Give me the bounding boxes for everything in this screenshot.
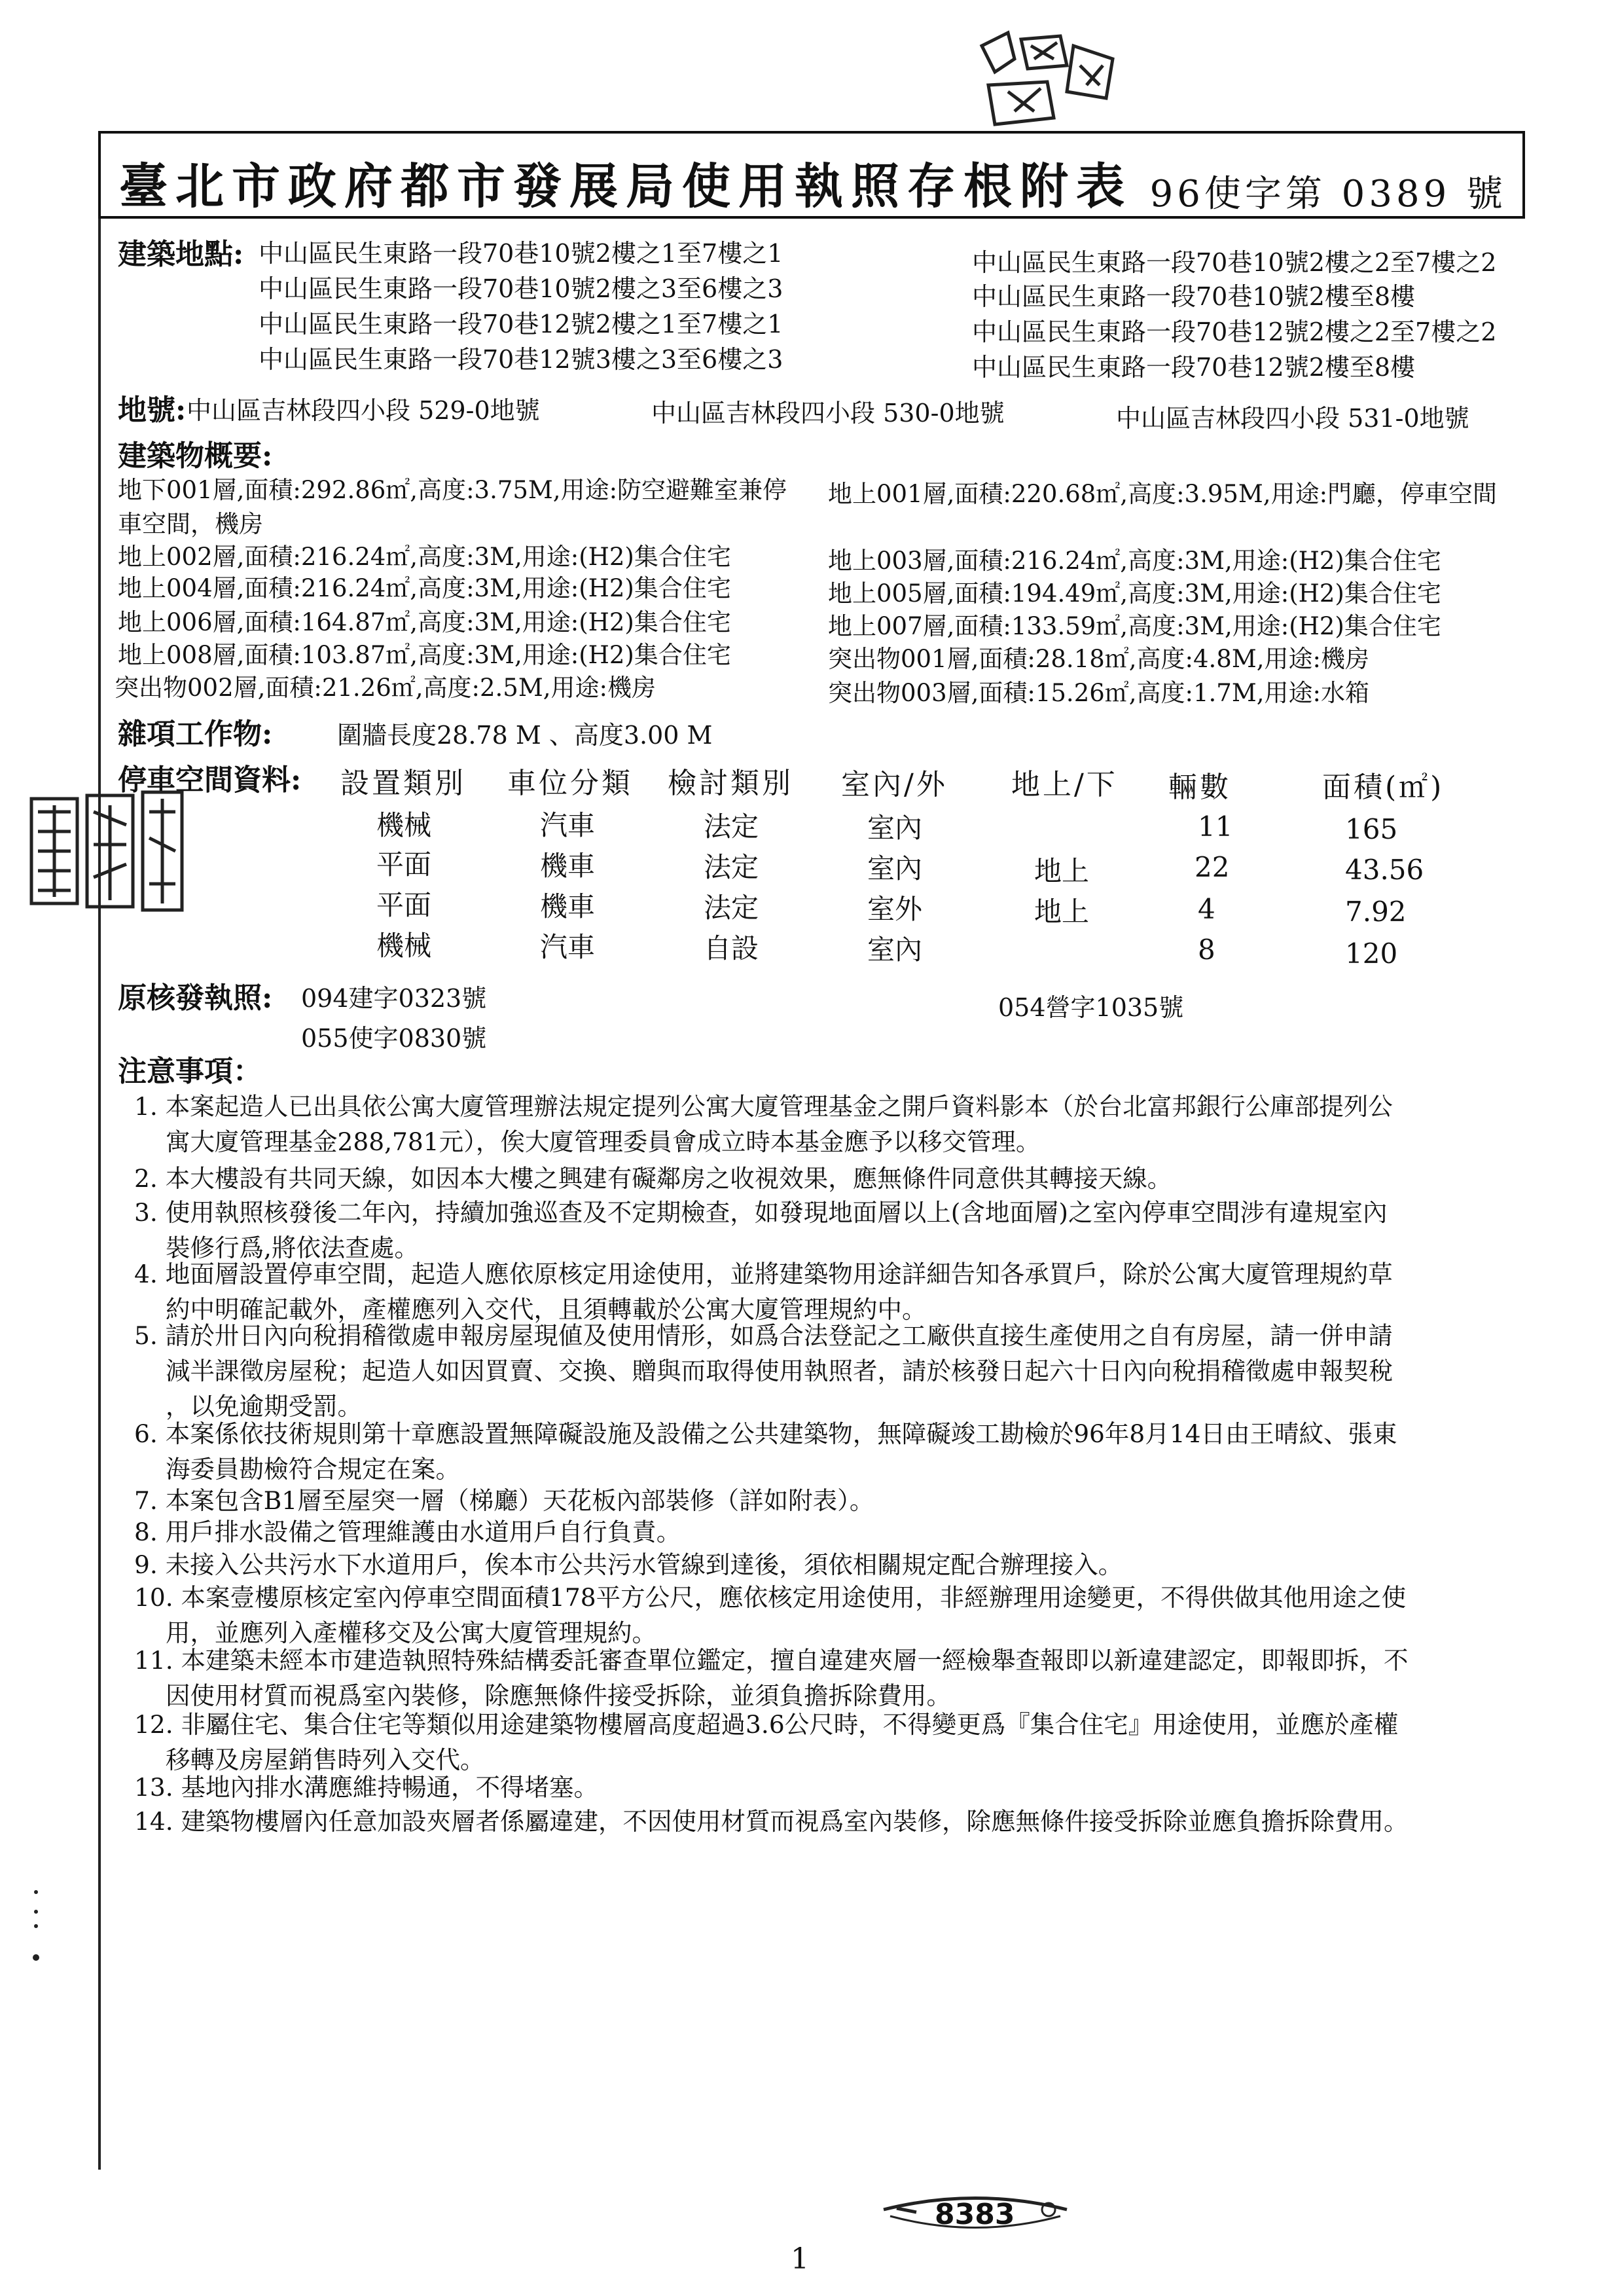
parking-header: 地上/下 <box>1011 768 1118 801</box>
note-line: 5. 請於卅日內向稅捐稽徵處申報房屋現値及使用情形，如爲合法登記之工廠供直接生產使用之自有房屋，請一併申請 <box>134 1321 1393 1350</box>
note-line: 寓大廈管理基金288,781元），俟大廈管理委員會成立時本基金應予以移交管理。 <box>166 1127 1041 1156</box>
note-line: 6. 本案係依技術規則第十章應設置無障礙設施及設備之公共建築物，無障礙竣工勘檢於96年8月14日由王晴紋、張東 <box>134 1419 1397 1448</box>
land-label: 地號: <box>118 393 187 427</box>
parking-cell: 7.92 <box>1345 896 1407 928</box>
land-lot: 中山區吉林段四小段 529-0地號 <box>187 396 540 425</box>
parking-header: 面積(㎡) <box>1322 771 1445 804</box>
note-line: 1. 本案起造人已出具依公寓大廈管理辦法規定提列公寓大廈管理基金之開戶資料影本（於台北富邦銀行公庫部提列公 <box>134 1092 1393 1121</box>
site-address: 中山區民生東路一段70巷10號2樓至8樓 <box>972 282 1416 311</box>
note-item <box>134 1193 1387 1264</box>
floor-line: 車空間，機房 <box>118 510 263 538</box>
parking-cell: 地上 <box>1034 855 1090 887</box>
bottom-stamp-number: 8383 <box>935 2198 1015 2231</box>
land-lot: 中山區吉林段四小段 530-0地號 <box>651 399 1005 428</box>
floor-line: 突出物003層,面積:15.26㎡,高度:1.7M,用途:水箱 <box>828 679 1369 707</box>
note-line: 8. 用戶排水設備之管理維護由水道用戶自行負責。 <box>134 1518 681 1546</box>
note-item <box>134 1414 1397 1485</box>
note-line: 減半課徵房屋稅；起造人如因買賣、交換、贈與而取得使用執照者，請於核發日起六十日內向稅捐稽徵處申報契稅 <box>166 1357 1393 1385</box>
floor-line: 地上002層,面積:216.24㎡,高度:3M,用途:(H2)集合住宅 <box>118 543 731 571</box>
parking-label: 停車空間資料: <box>118 763 302 797</box>
note-item <box>134 1705 1398 1776</box>
note-item <box>134 1641 1409 1711</box>
misc-label: 雜項工作物: <box>118 718 273 751</box>
site-address: 中山區民生東路一段70巷10號2樓之1至7樓之1 <box>259 239 783 268</box>
building-label: 建築物概要: <box>118 439 273 473</box>
site-address: 中山區民生東路一段70巷12號3樓之3至6樓之3 <box>259 345 783 374</box>
note-line: 3. 使用執照核發後二年內，持續加強巡查及不定期檢查，如發現地面層以上(含地面層)之室內停車空間涉有違規室內 <box>134 1198 1388 1227</box>
floor-line: 地上006層,面積:164.87㎡,高度:3M,用途:(H2)集合住宅 <box>118 608 731 636</box>
note-item <box>134 1545 1123 1580</box>
note-item <box>134 1481 874 1516</box>
floor-line: 地上007層,面積:133.59㎡,高度:3M,用途:(H2)集合住宅 <box>828 612 1441 640</box>
parking-cell: 室外 <box>867 893 923 925</box>
page-number: 1 <box>791 2242 809 2276</box>
note-line: 11. 本建築未經本市建造執照特殊結構委託審查單位鑑定，擅自違建夾層一經檢舉查報即以新違建認定，即報即拆，不 <box>134 1646 1409 1675</box>
note-item <box>134 1316 1393 1422</box>
note-item <box>134 1578 1406 1649</box>
note-line: 用，並應列入產權移交及公寓大廈管理規約。 <box>166 1618 656 1647</box>
original-item: 054營字1035號 <box>998 993 1184 1022</box>
note-item <box>134 1768 598 1803</box>
floor-line: 地上008層,面積:103.87㎡,高度:3M,用途:(H2)集合住宅 <box>118 641 731 669</box>
note-line: 4. 地面層設置停車空間，起造人應依原核定用途使用，並將建築物用途詳細告知各承買戶，除於公寓大廈管理規約草 <box>134 1260 1393 1288</box>
note-line: 2. 本大樓設有共同天線，如因本大樓之興建有礙鄰房之收視效果，應無條件同意供其轉接天線。 <box>134 1164 1172 1193</box>
parking-cell: 11 <box>1198 811 1233 843</box>
misc-value: 圍牆長度28.78 M 、高度3.00 M <box>337 721 713 750</box>
note-item <box>134 1802 1409 1837</box>
parking-header: 室內/外 <box>841 768 948 801</box>
note-line: 移轉及房屋銷售時列入交代。 <box>166 1745 485 1774</box>
floor-line: 地上001層,面積:220.68㎡,高度:3.95M,用途:門廳，停車空間 <box>828 480 1498 508</box>
site-address: 中山區民生東路一段70巷10號2樓之3至6樓之3 <box>259 274 783 303</box>
parking-cell: 機車 <box>540 850 596 882</box>
floor-line: 突出物001層,面積:28.18㎡,高度:4.8M,用途:機房 <box>828 645 1369 673</box>
parking-cell: 平面 <box>376 889 432 921</box>
note-item <box>134 1159 1172 1194</box>
parking-cell: 165 <box>1345 813 1398 845</box>
parking-cell: 120 <box>1345 938 1398 970</box>
parking-cell: 法定 <box>704 892 759 924</box>
parking-cell: 法定 <box>704 811 759 843</box>
margin-dots <box>26 1886 46 1964</box>
note-item <box>134 1512 681 1548</box>
parking-header: 車位分類 <box>507 767 633 800</box>
note-line: 約中明確記載外，產權應列入交代，且須轉載於公寓大廈管理規約中。 <box>166 1295 927 1324</box>
note-line: 因使用材質而視爲室內裝修，除應無條件接受拆除，並須負擔拆除費用。 <box>166 1681 951 1710</box>
parking-header: 輛數 <box>1168 771 1231 804</box>
note-line: 10. 本案壹樓原核定室內停車空間面積178平方公尺，應依核定用途使用，非經辦理用途變更，不得供做其他用途之使 <box>134 1583 1407 1612</box>
floor-line: 突出物002層,面積:21.26㎡,高度:2.5M,用途:機房 <box>115 674 656 702</box>
note-line: 海委員勘檢符合規定在案。 <box>166 1455 460 1484</box>
parking-cell: 法定 <box>704 851 759 883</box>
parking-cell: 8 <box>1198 934 1215 966</box>
side-seal-stamp <box>25 786 189 917</box>
parking-cell: 室內 <box>867 812 923 844</box>
parking-cell: 機械 <box>376 809 432 841</box>
note-line: 13. 基地內排水溝應維持暢通，不得堵塞。 <box>134 1773 599 1802</box>
parking-header: 設置類別 <box>340 767 466 800</box>
site-address: 中山區民生東路一段70巷12號2樓至8樓 <box>972 353 1416 382</box>
title-box <box>98 131 1525 219</box>
note-item <box>134 1087 1393 1157</box>
parking-cell: 平面 <box>376 848 432 881</box>
parking-cell: 機械 <box>376 930 432 962</box>
note-line: ，以免逾期受罰。 <box>166 1392 362 1421</box>
note-item <box>134 1254 1393 1325</box>
parking-cell: 室內 <box>867 852 923 884</box>
land-lot: 中山區吉林段四小段 531-0地號 <box>1116 404 1469 433</box>
parking-cell: 22 <box>1195 851 1230 883</box>
site-address: 中山區民生東路一段70巷12號2樓之2至7樓之2 <box>972 318 1497 346</box>
parking-cell: 室內 <box>867 934 923 966</box>
left-margin-line <box>98 219 101 2170</box>
note-line: 7. 本案包含B1層至屋突一層（梯廳）天花板內部裝修（詳如附表）。 <box>134 1486 874 1515</box>
parking-cell: 機車 <box>540 890 596 922</box>
permit-number: 96使字第 0389 號 <box>1149 173 1507 215</box>
site-label: 建築地點: <box>118 238 244 271</box>
note-line: 裝修行爲,將依法查處。 <box>166 1233 419 1262</box>
parking-cell: 自設 <box>704 932 759 964</box>
floor-line: 地上004層,面積:216.24㎡,高度:3M,用途:(H2)集合住宅 <box>118 574 731 602</box>
parking-cell: 43.56 <box>1345 854 1424 886</box>
note-line: 12. 非屬住宅、集合住宅等類似用途建築物樓層高度超過3.6公尺時，不得變更爲『集合住宅』用途使用，並應於產權 <box>134 1710 1399 1739</box>
site-address: 中山區民生東路一段70巷10號2樓之2至7樓之2 <box>972 248 1497 277</box>
parking-header: 檢討類別 <box>668 767 793 800</box>
parking-cell: 4 <box>1198 893 1215 925</box>
site-address: 中山區民生東路一段70巷12號2樓之1至7樓之1 <box>259 310 783 338</box>
bottom-number-stamp <box>877 2183 1073 2242</box>
floor-line: 地上005層,面積:194.49㎡,高度:3M,用途:(H2)集合住宅 <box>828 579 1441 608</box>
notes-label: 注意事項： <box>118 1055 262 1088</box>
floor-line: 地上003層,面積:216.24㎡,高度:3M,用途:(H2)集合住宅 <box>828 547 1441 575</box>
note-line: 9. 未接入公共污水下水道用戶，俟本市公共污水管線到達後，須依相關規定配合辦理接入。 <box>134 1550 1123 1579</box>
original-item: 094建字0323號 <box>301 984 487 1013</box>
document-title: 臺北市政府都市發展局使用執照存根附表 <box>119 158 1132 215</box>
parking-cell: 汽車 <box>540 809 596 841</box>
floor-line: 地下001層,面積:292.86㎡,高度:3.75M,用途:防空避難室兼停 <box>118 476 787 504</box>
top-seal-stamp <box>969 20 1126 131</box>
note-line: 14. 建築物樓層內任意加設夾層者係屬違建，不因使用材質而視爲室內裝修，除應無條件接受拆除並應負擔拆除費用。 <box>134 1807 1409 1836</box>
original-item: 055使字0830號 <box>301 1024 487 1053</box>
original-label: 原核發執照: <box>118 981 273 1015</box>
parking-cell: 汽車 <box>540 931 596 963</box>
parking-cell: 地上 <box>1034 896 1090 928</box>
